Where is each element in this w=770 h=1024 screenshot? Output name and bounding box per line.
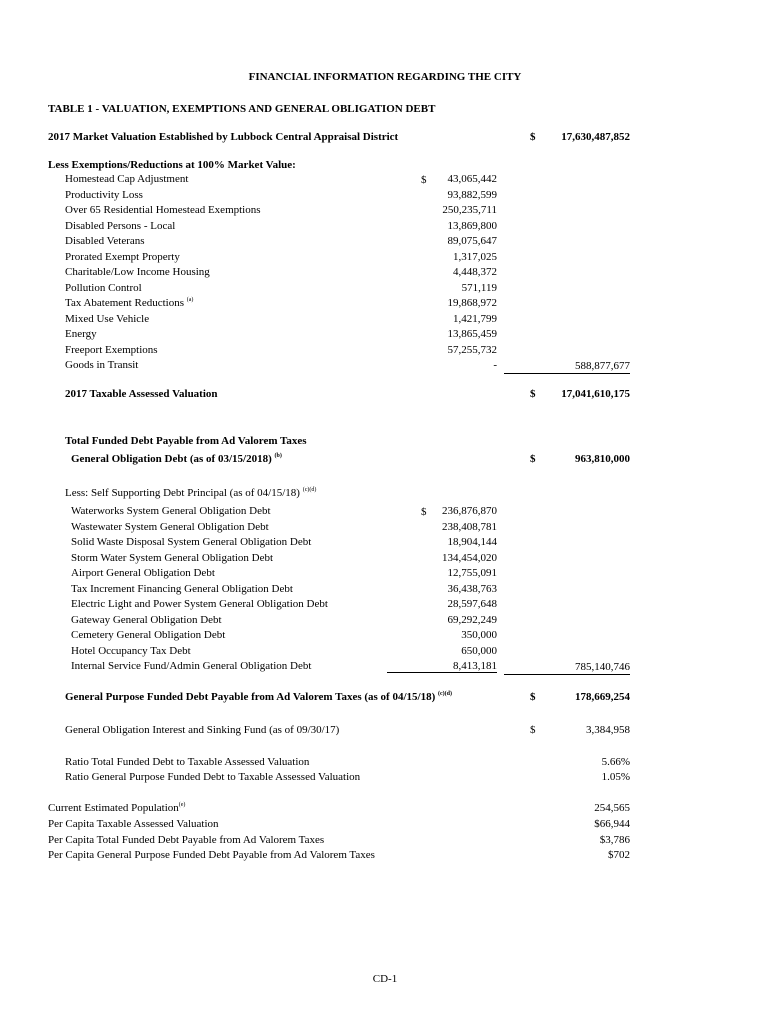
taxable-valuation-label: 2017 Taxable Assessed Valuation (65, 388, 218, 400)
row-label: Over 65 Residential Homestead Exemptions (65, 204, 261, 216)
sinking-fund-value: 3,384,958 (586, 724, 630, 736)
row-label: Freeport Exemptions (65, 343, 158, 356)
table-row (0, 660, 770, 676)
funded-debt-heading: Total Funded Debt Payable from Ad Valorem Taxes (65, 435, 307, 447)
population-label: Current Estimated Population$^{(e)}$ (48, 802, 186, 814)
ratio-total-value: 5.66% (601, 756, 630, 768)
table-row (0, 282, 770, 298)
page-number: CD-1 (372, 973, 398, 985)
table-row (0, 313, 770, 329)
ratio-general-label: Ratio General Purpose Funded Debt to Taxable Assessed Valuation (65, 771, 361, 783)
ratio-total-label: Ratio Total Funded Debt to Taxable Assessed Valuation (65, 756, 310, 768)
population-value: 254,565 (594, 802, 630, 814)
table-row (0, 189, 770, 205)
row-label: Tax Increment Financing General Obligation Debt (71, 582, 293, 595)
row-label: Electric Light and Power System General Obligation Debt (71, 598, 328, 610)
row-value: 650,000 (461, 644, 497, 657)
row-value: 350,000 (461, 629, 497, 641)
funded-debt-label: General Obligation Debt (as of 03/15/2018) $^{(b)}$ (71, 453, 282, 465)
row-label: Internal Service Fund/Admin General Obligation Debt (71, 660, 312, 672)
row-value: 93,882,599 (447, 188, 497, 201)
table-row (0, 614, 770, 630)
row-label: Charitable/Low Income Housing (65, 266, 210, 278)
row-value: 13,865,459 (447, 328, 497, 340)
general-purpose-currency: $ (530, 691, 536, 703)
row-value: 69,292,249 (447, 613, 497, 626)
market-valuation-value: 17,630,487,852 (561, 131, 630, 143)
row-value: 250,235,711 (442, 204, 497, 216)
row-value: 13,869,800 (447, 219, 497, 232)
row-value: 4,448,372 (453, 266, 497, 278)
row-value: 1,317,025 (453, 250, 497, 263)
row-label: Airport General Obligation Debt (71, 567, 215, 579)
table-row (0, 235, 770, 251)
row-label: Productivity Loss (65, 188, 143, 201)
exemptions-currency: $ (421, 174, 427, 186)
row-value: 571,119 (461, 281, 497, 294)
exemptions-total: 588,877,677 (504, 359, 630, 374)
row-value: 57,255,732 (447, 343, 497, 356)
per-capita-taxable-label: Per Capita Taxable Assessed Valuation (48, 818, 219, 830)
general-purpose-label: General Purpose Funded Debt Payable from Ad Valorem Taxes (as of 04/15/18) $^{(c)(d)}$ (65, 691, 452, 703)
taxable-valuation-currency: $ (530, 388, 536, 400)
row-value: 89,075,647 (447, 235, 497, 247)
row-label: Storm Water System General Obligation Debt (71, 551, 274, 564)
row-label: Hotel Occupancy Tax Debt (71, 644, 191, 657)
market-valuation-currency: $ (530, 131, 536, 143)
table-row (0, 297, 770, 313)
table-title: TABLE 1 - VALUATION, EXEMPTIONS AND GENERAL OBLIGATION DEBT (48, 103, 436, 115)
funded-debt-value: 963,810,000 (575, 453, 630, 465)
row-value: 8,413,181 (387, 660, 497, 673)
sinking-fund-label: General Obligation Interest and Sinking Fund (as of 09/30/17) (65, 724, 340, 736)
exemptions-heading: Less Exemptions/Reductions at 100% Market Value: (48, 159, 296, 171)
per-capita-general-debt-label: Per Capita General Purpose Funded Debt Payable from Ad Valorem Taxes (48, 849, 375, 861)
table-row (0, 344, 770, 360)
self-supporting-currency: $ (421, 506, 427, 518)
ratio-general-value: 1.05% (601, 771, 630, 783)
table-row (0, 505, 770, 521)
row-value: 28,597,648 (447, 598, 497, 610)
taxable-valuation-value: 17,041,610,175 (561, 388, 630, 400)
row-value: 19,868,972 (447, 297, 497, 309)
row-label: Mixed Use Vehicle (65, 312, 150, 325)
row-label: Disabled Persons - Local (65, 219, 176, 232)
row-label: Prorated Exempt Property (65, 250, 180, 263)
row-label: Tax Abatement Reductions $^{(a)}$ (65, 297, 194, 309)
row-value: 1,421,799 (453, 312, 497, 325)
funded-debt-currency: $ (530, 453, 536, 465)
table-row (0, 567, 770, 583)
row-value: 18,904,144 (447, 536, 497, 548)
row-value: 43,065,442 (447, 173, 497, 185)
row-label: Goods in Transit (65, 359, 139, 371)
row-label: Pollution Control (65, 281, 142, 294)
row-value: - (493, 359, 497, 371)
table-row (0, 266, 770, 282)
row-value: 134,454,020 (442, 551, 497, 564)
table-row (0, 552, 770, 568)
sinking-fund-currency: $ (530, 724, 536, 736)
row-label: Gateway General Obligation Debt (71, 613, 222, 626)
general-purpose-value: 178,669,254 (575, 691, 630, 703)
row-label: Disabled Veterans (65, 235, 145, 247)
table-row (0, 328, 770, 344)
table-row (0, 645, 770, 661)
self-supporting-heading: Less: Self Supporting Debt Principal (as of 04/15/18) $^{(c)(d)}$ (65, 487, 317, 499)
row-value: 12,755,091 (447, 567, 497, 579)
table-row (0, 629, 770, 645)
row-value: 238,408,781 (442, 520, 497, 533)
row-label: Wastewater System General Obligation Debt (71, 520, 269, 533)
row-label: Solid Waste Disposal System General Obligation Debt (71, 536, 312, 548)
table-row (0, 583, 770, 599)
table-row (0, 598, 770, 614)
table-row (0, 204, 770, 220)
table-row (0, 521, 770, 537)
per-capita-total-debt-value: $3,786 (599, 834, 630, 846)
row-value: 36,438,763 (447, 582, 497, 595)
row-label: Energy (65, 328, 97, 340)
table-row (0, 173, 770, 189)
market-valuation-label: 2017 Market Valuation Established by Lubbock Central Appraisal District (48, 131, 399, 143)
per-capita-total-debt-label: Per Capita Total Funded Debt Payable from Ad Valorem Taxes (48, 834, 325, 846)
table-row (0, 251, 770, 267)
per-capita-taxable-value: $66,944 (594, 818, 630, 830)
row-label: Waterworks System General Obligation Debt (71, 505, 271, 517)
row-value: 236,876,870 (442, 505, 497, 517)
per-capita-general-debt-value: $702 (608, 849, 630, 861)
row-label: Homestead Cap Adjustment (65, 173, 189, 185)
page-heading: FINANCIAL INFORMATION REGARDING THE CITY (248, 71, 522, 83)
self-supporting-total: 785,140,746 (504, 660, 630, 675)
table-row (0, 359, 770, 375)
table-row (0, 220, 770, 236)
table-row (0, 536, 770, 552)
row-label: Cemetery General Obligation Debt (71, 629, 226, 641)
